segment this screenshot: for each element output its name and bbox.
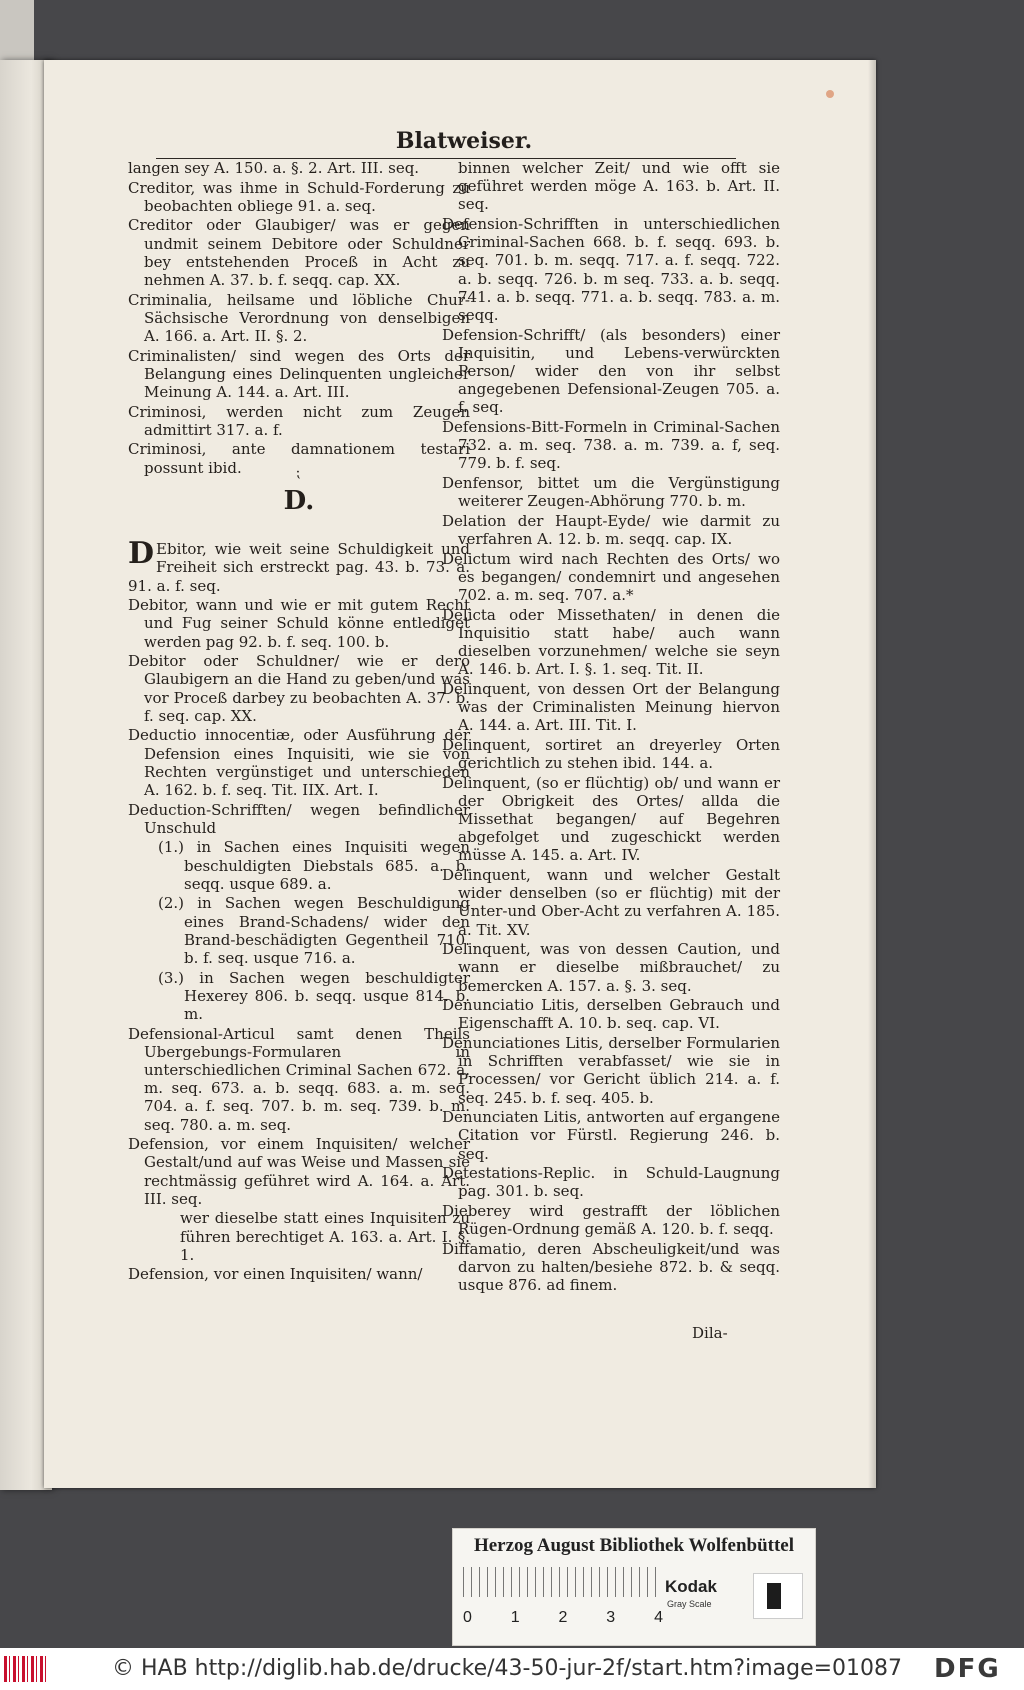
index-entry: Delinquent, von dessen Ort der Belangung was der Criminalisten Meinung hiervon A. 144. a. Art. III. Tit. I.	[442, 679, 780, 735]
source-url[interactable]: © HAB http://diglib.hab.de/drucke/43-50-jur-2f/start.htm?image=01087	[112, 1656, 903, 1681]
color-target-card	[452, 1528, 816, 1646]
catchword: Dila-	[692, 1324, 728, 1342]
index-entry: Denunciationes Litis, derselber Formularien in Schrifften verabfasset/ wie sie in Processen/ vor Gericht üblich 214. a. f. seq. 245. b. f. seq. 405. b.	[442, 1034, 780, 1107]
index-entry: Detestations-Replic. in Schuld-Laugnung pag. 301. b. seq.	[442, 1164, 780, 1201]
ruler-number: 2	[558, 1609, 568, 1626]
index-entry: Criminalia, heilsame und löbliche Chur-Sächsische Verordnung von denselbigen A. 166. a. Art. II. §. 2.	[128, 290, 470, 345]
gray-scale-label: Gray Scale	[667, 1599, 712, 1609]
page-shadow	[868, 60, 876, 1488]
ruler-number: 1	[510, 1609, 520, 1626]
ruler-numbers	[463, 1609, 663, 1627]
index-entry-text: Ebitor, wie weit seine Schuldigkeit und Freiheit sich erstreckt pag. 43. b. 73. a. 91. a. f. seq.	[128, 540, 470, 595]
index-entry: Creditor oder Glaubiger/ was er gegen undmit seinem Debitore oder Schuldner bey entstehenden Proceß in Acht zu nehmen A. 37. b. f. seqq. cap. XX.	[128, 216, 470, 289]
index-entry: Delinquent, was von dessen Caution, und wann er dieselbe mißbrauchet/ zu bemercken A. 157. a. §. 3. seq.	[442, 940, 780, 995]
index-entry: Criminalisten/ sind wegen des Orts der Belangung eines Delinquenten ungleicher Meinung A. 144. a. Art. III.	[128, 346, 470, 401]
index-sub-entry: (2.) in Sachen wegen Beschuldigung eines Brand-Schadens/ wider den Brand-beschädigten Gegentheil 710. b. f. seq. usque 716. a.	[158, 894, 470, 967]
index-sub-entry: wer dieselbe statt eines Inquisiten zu führen berechtiget A. 163. a. Art. I. §. 1.	[180, 1209, 470, 1264]
index-entry: Delinquent, (so er flüchtig) ob/ und wann er der Obrigkeit des Ortes/ allda die Missethat begangen/ auf Begehren abgefolget und zugeschickt werden müsse A. 145. a. Art. IV.	[442, 773, 780, 865]
index-entry: Defensional-Articul samt denen Theils Ubergebungs-Formularen in unterschiedlichen Criminal Sachen 672. a. m. seq. 673. a. b. seqq. 683. a. m. seq. 704. a. f. seq. 707. b. m. seq. 739. b. m. seq. 780. a. m. seq.	[128, 1024, 470, 1134]
index-sub-entry: (3.) in Sachen wegen beschuldigter Hexerey 806. b. seqq. usque 814. b. m.	[158, 968, 470, 1023]
book-page	[44, 60, 876, 1488]
index-entry: Dieberey wird gestrafft der löblichen Rügen-Ordnung gemäß A. 120. b. f. seqq.	[442, 1202, 780, 1239]
previous-page-edge-top	[0, 0, 34, 62]
index-entry: langen sey A. 150. a. §. 2. Art. III. seq.	[128, 159, 420, 177]
index-entry: Delation der Haupt-Eyde/ wie darmit zu verfahren A. 12. b. m. seqq. cap. IX.	[442, 511, 780, 549]
ruler-scale	[463, 1567, 659, 1603]
index-entry: Deductio innocentiæ, oder Ausführung der Defension eines Inquisiti, wie sie von Rechten vergünstiget und unterschieden A. 162. b. f. seq. Tit. IIX. Art. I.	[128, 726, 470, 799]
ruler-ticks	[463, 1567, 659, 1597]
target-title: Herzog August Bibliothek Wolfenbüttel	[473, 1535, 795, 1556]
index-entry: Delinquent, sortiret an dreyerley Orten gerichtlich zu stehen ibid. 144. a.	[442, 735, 780, 773]
black-patch	[767, 1583, 781, 1609]
index-entry: Deduction-Schrifften/ wegen befindlicher Unschuld	[128, 800, 470, 837]
index-entry-first	[128, 536, 470, 595]
index-entry: Debitor, wann und wie er mit gutem Recht und Fug seiner Schuld könne entlediget werden pag 92. b. f. seq. 100. b.	[128, 596, 470, 651]
index-entry-continued: binnen welcher Zeit/ und wie offt sie geführet werden möge A. 163. b. Art. II. seq.	[458, 159, 780, 214]
hab-logo-icon	[4, 1656, 48, 1682]
running-head: Blatweiser.	[395, 128, 533, 154]
index-entry: Denfensor, bittet um die Vergünstigung weiterer Zeugen-Abhörung 770. b. m.	[442, 474, 780, 511]
section-letter: D.	[283, 486, 315, 517]
drop-cap: D	[128, 536, 155, 572]
index-entry: Delictum wird nach Rechten des Orts/ wo es begangen/ condemnirt und angesehen 702. a. m. seq. 707. a.*	[442, 549, 780, 605]
index-sub-entry: (1.) in Sachen eines Inquisiti wegen beschuldigten Diebstals 685. a. b. seqq. usque 689. a.	[158, 838, 470, 893]
index-entry: Diffamatio, deren Abscheuligkeit/und was darvon zu halten/besiehe 872. b. & seqq. usque 876. ad finem.	[442, 1239, 780, 1295]
paper-stain	[826, 90, 834, 98]
index-entry: Criminosi, werden nicht zum Zeugen admittirt 317. a. f.	[128, 402, 470, 439]
index-entry: Denunciatio Litis, derselben Gebrauch und Eigenschafft A. 10. b. seq. cap. VI.	[442, 996, 780, 1033]
index-entry: Defension, vor einem Inquisiten/ welcher Gestalt/und auf was Weise und Massen sie rechtmässig geführet wird A. 164. a. Art. III. seq.	[128, 1135, 470, 1208]
ruler-number: 4	[654, 1609, 663, 1626]
ruler-number: 0	[463, 1609, 472, 1626]
index-entry: Delicta oder Missethaten/ in denen die Inquisitio statt habe/ auch wann dieselben vorzunehmen/ welche sie seyn A. 146. b. Art. I. §. 1. seq. Tit. II.	[442, 605, 780, 679]
index-entry: Defension, vor einen Inquisiten/ wann/	[128, 1265, 423, 1284]
index-entry: Denunciaten Litis, antworten auf ergangene Citation vor Fürstl. Regierung 246. b. seq.	[442, 1108, 780, 1163]
ruler-number: 3	[606, 1609, 616, 1626]
kodak-brand: Kodak	[665, 1577, 717, 1596]
index-column-left	[128, 159, 470, 1285]
index-entry: Creditor, was ihme in Schuld-Forderung zu beobachten obliege 91. a. seq.	[128, 178, 470, 215]
index-column-right	[442, 159, 780, 1296]
index-entry: Criminosi, ante damnationem testari possunt ibid.	[128, 440, 470, 477]
index-entry: Defensions-Bitt-Formeln in Criminal-Sachen 732. a. m. seq. 738. a. m. 739. a. f, seq. 779. b. f. seq.	[442, 418, 780, 473]
index-entry: Defension-Schrifft/ (als besonders) einer Inquisitin, und Lebens-verwürckten Person/ wider den von ihr selbst angegebenen Defensional-Zeugen 705. a. f. seq.	[442, 325, 780, 417]
dfg-logo: DFG	[934, 1654, 1001, 1684]
index-entry: Delinquent, wann und welcher Gestalt wider denselben (so er flüchtig) mit der Unter-und Ober-Acht zu verfahren A. 185. a. Tit. XV.	[442, 866, 780, 939]
index-entry: Defension-Schrifften in unterschiedlichen Criminal-Sachen 668. b. f. seqq. 693. b. seq. 701. b. m. seqq. 717. a. f. seqq. 722. a. b. seqq. 726. b. m seq. 733. a. b. seqq. 741. a. b. seqq. 771. a. b. seqq. 783. a. m. seqq.	[442, 215, 780, 325]
index-entry: Debitor oder Schuldner/ wie er dero Glaubigern an die Hand zu geben/und was vor Proceß darbey zu beobachten A. 37. b. f. seq. cap. XX.	[128, 652, 470, 725]
footer-bar	[0, 1648, 1024, 1690]
ornament-mark: ⁏	[295, 465, 301, 482]
